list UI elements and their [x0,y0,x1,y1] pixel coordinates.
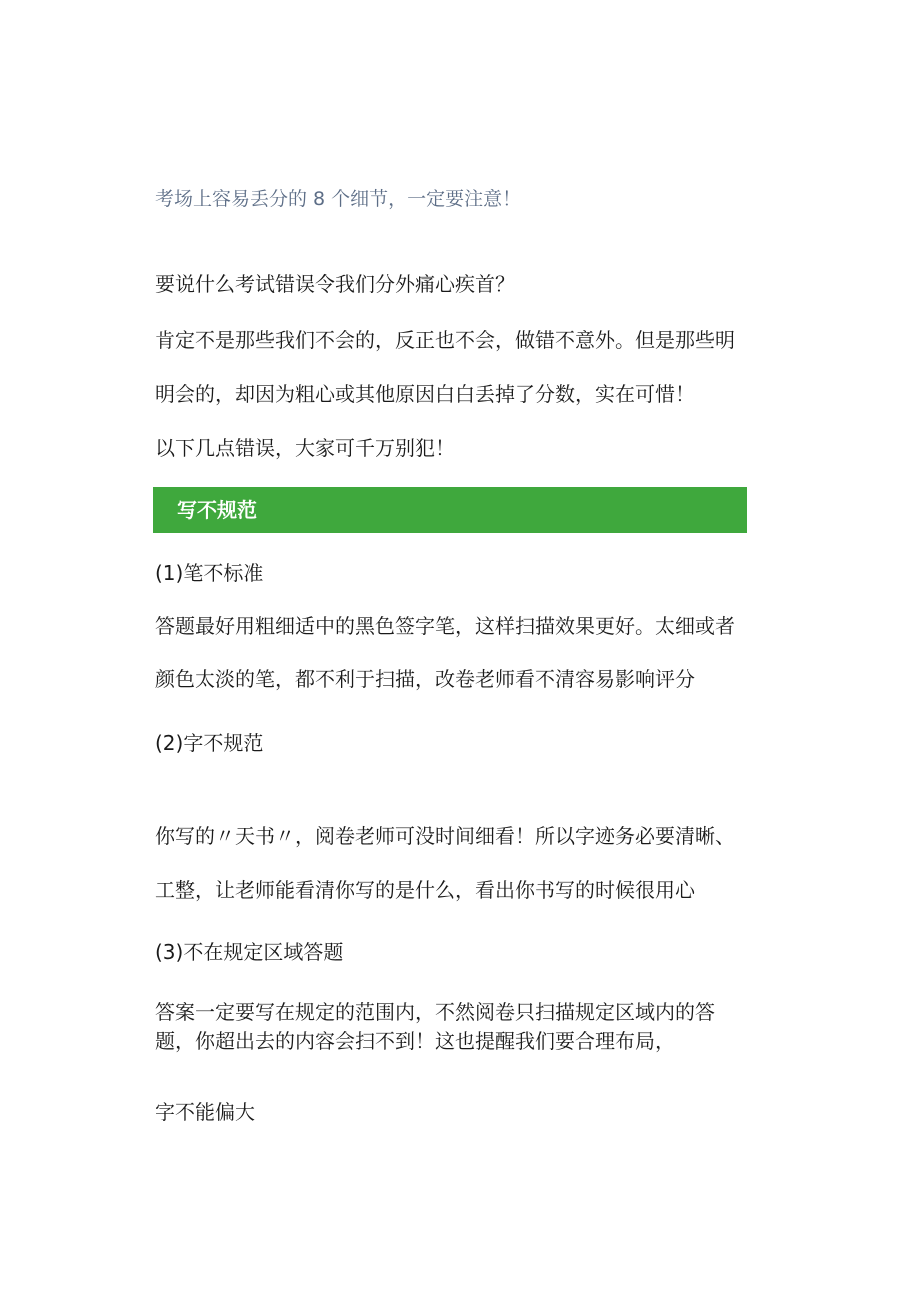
item-heading: (2)字不规范 [155,731,264,755]
intro-paragraph-line: 肯定不是那些我们不会的，反正也不会，做错不意外。但是那些明 [155,328,735,352]
item-text-line: 答案一定要写在规定的范围内，不然阅卷只扫描规定区域内的答 [155,1000,715,1024]
item-heading: (3)不在规定区域答题 [155,940,344,964]
section-title: 写不规范 [177,498,257,522]
item-text-line: 题，你超出去的内容会扫不到！这也提醒我们要合理布局， [155,1029,675,1053]
item-text-line: 颜色太淡的笔，都不利于扫描，改卷老师看不清容易影响评分 [155,667,695,691]
item-text-line: 你写的〃天书〃，阅卷老师可没时间细看！所以字迹务必要清晰、 [155,824,735,848]
item-text-line: 字不能偏大 [155,1100,255,1124]
article-subtitle: 考场上容易丢分的 8 个细节，一定要注意！ [155,188,522,210]
item-text-line: 工整，让老师能看清你写的是什么，看出你书写的时候很用心 [155,878,695,902]
item-heading: (1)笔不标准 [155,561,264,585]
intro-warning: 以下几点错误，大家可千万别犯！ [155,436,455,460]
section-header-bar [153,487,747,533]
item-text-line: 答题最好用粗细适中的黑色签字笔，这样扫描效果更好。太细或者 [155,614,735,638]
intro-question: 要说什么考试错误令我们分外痛心疾首？ [155,272,515,296]
intro-paragraph-line: 明会的，却因为粗心或其他原因白白丢掉了分数，实在可惜！ [155,382,695,406]
